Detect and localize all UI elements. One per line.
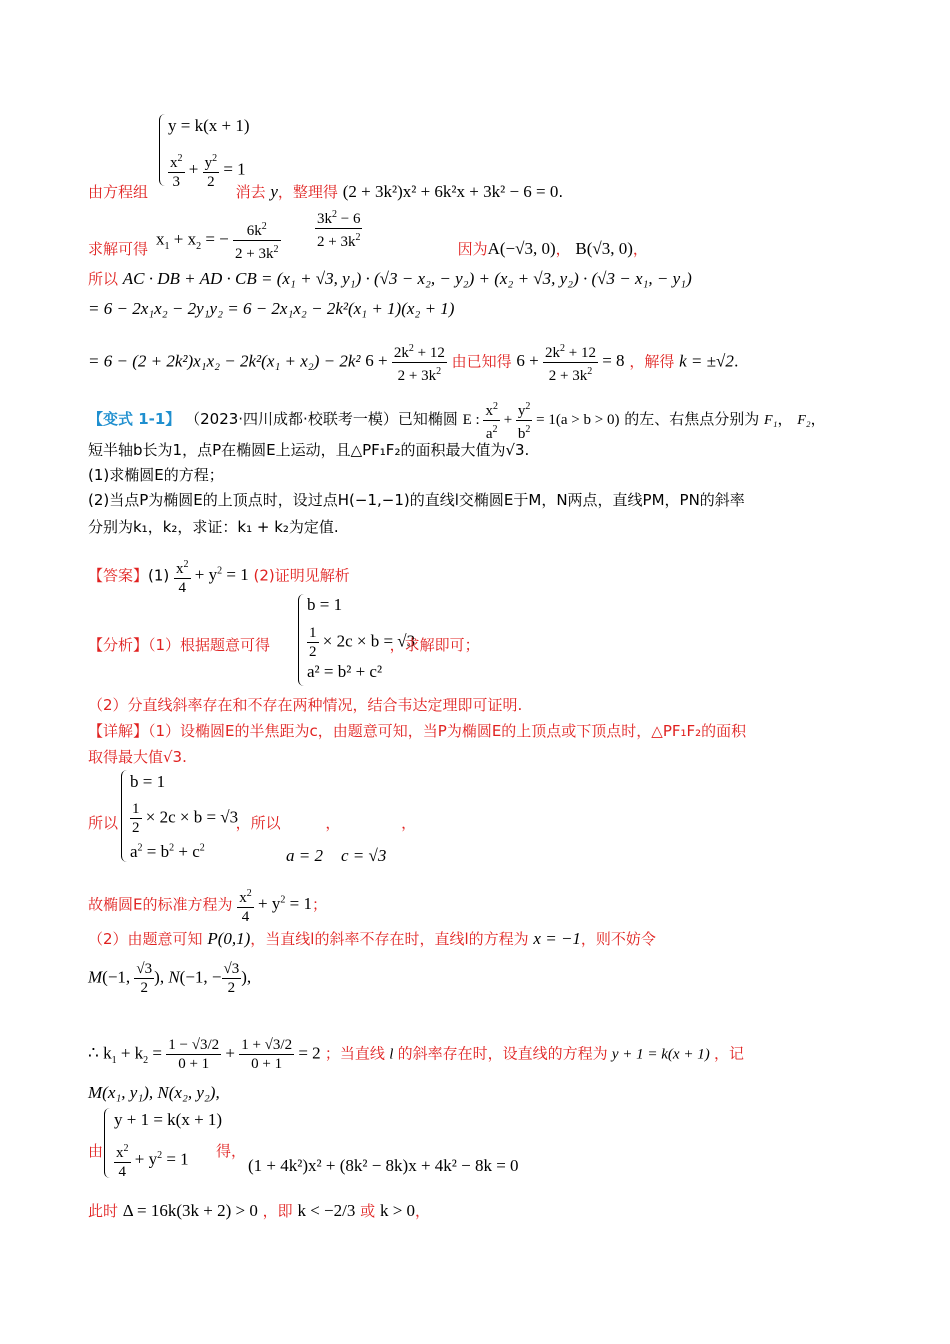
prod-eq: $\frac{3k^2 - 6}{2 + 3k^2}$: [315, 206, 362, 251]
question-2b: 分别为k₁，k₂，求证：k₁ + k₂为定值.: [88, 518, 339, 536]
equation: AC · DB + AD · CB = (x₁ + √3, y₁) · (√3 − x₂, − y₂) + (x₂ + √3, y₂) · (√3 − x₁, − y₁): [122, 269, 692, 288]
point-a: A(−√3, 0): [487, 239, 556, 258]
variant-tag: 【变式 1-1】: [88, 409, 181, 428]
a-value: a = 2: [286, 846, 323, 865]
analysis-sys-3: a² = b² + c²: [307, 662, 383, 681]
detail-sys-3: $a^2 = b^2 + c^2$: [130, 842, 205, 861]
part2-line: [88, 928, 656, 950]
text: 此时: [88, 1202, 119, 1220]
point-b: B(√3, 0): [575, 239, 633, 258]
line-expand-2: = 6 − (2 + 2k²)x₁x₂ − 2k²(x₁ + x₂) − 2k² 6 + $\frac{2k^2 + 12}{2 + 3k^2}$ 由已知得 6 + $\frac{2k^2 + 12}{2 + 3k^2}$ = 8 ，解得 k = ±√2.: [88, 340, 739, 385]
text: 的左、右焦点分别为: [624, 409, 760, 428]
mn-points: M(−1, $\frac{√3}{2}$ ), N(−1, − $\frac{√3}{2}$ ),: [88, 961, 252, 996]
text: 由方程组: [88, 183, 149, 201]
variant-line-2: 短半轴b长为1，点P在椭圆E上运动，且△PF₁F₂的面积最大值为√3.: [88, 441, 530, 459]
analysis-line: [88, 634, 480, 656]
detail-line-1: [88, 720, 746, 742]
equation: = 6 − (2 + 2k²)x₁x₂ − 2k²(x₁ + x₂) − 2k²: [88, 351, 361, 371]
text: ，即: [262, 1202, 293, 1220]
analysis-sys-2: $\frac{1}{2}$ × 2c × b = √3: [309, 625, 416, 660]
variant-line-1: 【变式 1-1】 （2023·四川成都·校联考一模）已知椭圆 E : $\frac{x^2}{a^2}$ + $\frac{y^2}{b^2}$ = 1(a > b > 0) 的左、右焦点分别为 F₁， F₂，: [88, 398, 826, 443]
text: ，则不妨令: [580, 930, 656, 948]
question-1: (1)求椭圆E的方程；: [88, 466, 224, 484]
quadratic: (1 + 4k²)x² + (8k² − 8k)x + 4k² − 8k = 0: [248, 1156, 519, 1175]
text: （1）根据题意可得: [148, 636, 271, 654]
part2: (2)证明见解析: [253, 566, 350, 585]
equation: (2 + 3k²)x² + 6k²x + 3k² − 6 = 0: [342, 182, 559, 201]
final-sys-2: $\frac{x^2}{4}$ + $y^2 = 1$: [114, 1140, 189, 1181]
text: 所以: [88, 814, 119, 832]
text: 消去: [235, 183, 266, 201]
delta: Δ = 16k(3k + 2) > 0: [122, 1201, 258, 1220]
f1: F₁: [764, 412, 778, 428]
text: （1）设椭圆E的半焦距为c，由题意可知，当P为椭圆E的上顶点或下顶点时，△PF₁F₂的面积: [148, 722, 747, 740]
text: ，解得: [629, 352, 675, 371]
mn-coords: M(x₁, y₁), N(x₂, y₂),: [88, 1083, 220, 1102]
text: 求解可得: [88, 240, 149, 258]
analysis-sys-1: b = 1: [307, 595, 343, 614]
system-eq-1: y = k(x + 1): [168, 116, 250, 135]
text: ，所以: [235, 814, 281, 832]
text: ，记: [713, 1044, 744, 1063]
f2: F₂: [797, 412, 811, 428]
text: 由已知得: [451, 352, 512, 371]
detail-sys-2: $\frac{1}{2}$ × 2c × b = √3: [132, 801, 239, 836]
system-brace: [159, 114, 168, 186]
text: 的斜率存在时，设直线的方程为: [397, 1044, 608, 1063]
text: ，求解即可；: [389, 636, 480, 654]
text: ，整理得: [277, 183, 338, 201]
part1: (1): [148, 566, 170, 585]
analysis-line-2: （2）分直线斜率存在和不存在两种情况，结合韦达定理即可证明.: [88, 696, 523, 714]
var: y: [270, 182, 278, 201]
text: ；当直线: [324, 1044, 385, 1063]
c-value: c = √3: [341, 846, 387, 865]
de-label: 得，: [216, 1142, 247, 1160]
point-p: P(0,1): [207, 929, 251, 948]
question-2a: (2)当点P为椭圆E的上顶点时，设过点H(−1,−1)的直线l交椭圆E于M，N两点，直线PM，PN的斜率: [88, 491, 745, 509]
line-solve: 求解可得 因为A(−√3, 0)， B(√3, 0)，: [88, 239, 648, 258]
std-line: 故椭圆E的标准方程为 $\frac{x^2}{4}$ + $y^2 = 1$；: [88, 885, 327, 926]
variant-source: （2023·四川成都·校联考一模）已知椭圆: [185, 409, 458, 428]
final-brace: [104, 1108, 113, 1178]
answer-tag: 【答案】: [88, 566, 149, 585]
line-vectors: [88, 268, 692, 290]
cond2: k > 0: [379, 1201, 416, 1220]
line-system: 由方程组 消去 y，整理得 (2 + 3k²)x² + 6k²x + 3k² − 6 = 0.: [88, 182, 564, 201]
text: 故椭圆E的标准方程为: [88, 895, 233, 914]
delta-line: 此时 Δ = 16k(3k + 2) > 0 ，即 k < −2/3 或 k > 0，: [88, 1201, 431, 1220]
sum-eq: $x_1 + x_2$ = − $\frac{6k^2}{2 + 3k^2}$: [156, 218, 281, 263]
cond1: k < −2/3: [297, 1201, 356, 1220]
k-sum-line: ∴ $k_1 + k_2$ = $\frac{1 - √3/2}{0 + 1}$ + $\frac{1 + √3/2}{0 + 1}$ = 2 ；当直线 l 的斜率存在时，设直线的方程为 y + 1 = k(x + 1) ，记: [88, 1037, 744, 1072]
line-eq: y + 1 = k(x + 1): [611, 1046, 710, 1063]
text: （2）由题意可知: [88, 930, 203, 948]
line-expand-1: = 6 − 2x₁x₂ − 2y₁y₂ = 6 − 2x₁x₂ − 2k²(x₁ + 1)(x₂ + 1): [88, 299, 455, 318]
detail-so-line: 所以 ，所以 ， ，: [88, 814, 417, 832]
result: k = ±√2: [679, 351, 734, 371]
text: 或: [360, 1202, 376, 1220]
analysis-tag: 【分析】: [88, 636, 149, 654]
detail-line-2: 取得最大值√3.: [88, 748, 187, 766]
final-sys-1: y + 1 = k(x + 1): [114, 1110, 223, 1129]
answer-line: 【答案】(1) $\frac{x^2}{4}$ + $y^2 = 1$ (2)证明见解析: [88, 556, 350, 597]
detail-sys-1: b = 1: [130, 772, 166, 791]
you-label: 由: [88, 1142, 104, 1160]
text: ，当直线l的斜率不存在时，直线l的方程为: [250, 930, 529, 948]
line-x: x = −1: [533, 929, 581, 948]
detail-tag: 【详解】: [88, 722, 149, 740]
system-eq-2: $\frac{x^2}{3}$ + $\frac{y^2}{2}$ = 1: [168, 150, 246, 191]
text: 因为: [457, 240, 488, 258]
text: 所以: [88, 270, 119, 288]
